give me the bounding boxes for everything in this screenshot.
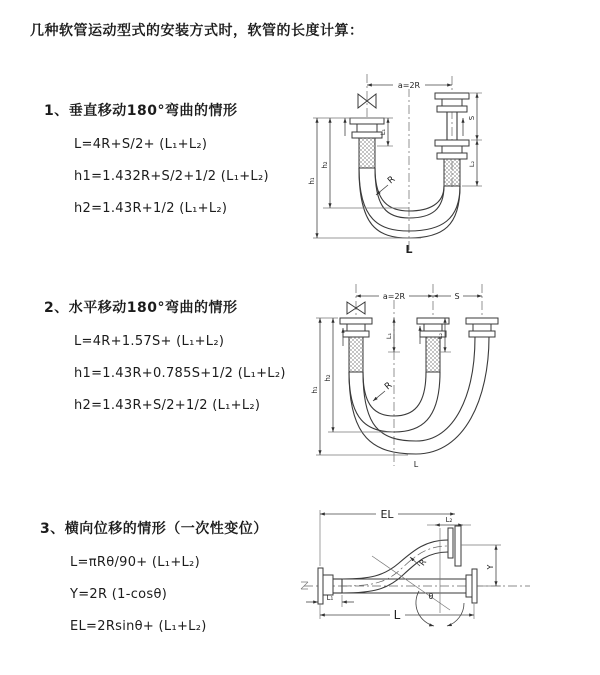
right-flange-fitting (466, 318, 498, 337)
dimension-h1 (308, 118, 317, 238)
formula-line: h1=1.43R+0.785S+1/2 (L₁+L₂) (74, 366, 286, 381)
formula-line: L=πRθ/90+ (L₁+L₂) (70, 555, 200, 570)
section-2 (44, 297, 344, 413)
label-h1: h₁ (311, 386, 319, 394)
dimension-l1 (306, 594, 354, 607)
label-s: S (468, 115, 476, 121)
label-l: L (393, 608, 401, 622)
label-r: R (383, 380, 395, 393)
dimension-h2 (324, 318, 333, 432)
section-3 (40, 518, 340, 634)
dimension-l2 (427, 516, 471, 525)
dimension-s (433, 290, 482, 301)
label-r: R (417, 557, 429, 568)
radius-leader (376, 175, 397, 195)
section-1 (44, 100, 344, 216)
label-r: R (386, 174, 398, 187)
label-l1: L₁ (385, 332, 393, 340)
label-s: S (454, 292, 460, 301)
label-l2: L₂ (468, 160, 476, 168)
label-l2: L₂ (436, 332, 444, 340)
formula-line: Y=2R (1-cosθ) (70, 587, 168, 602)
right-flange-fitting (435, 93, 469, 186)
diagram-vertical-180-bend (303, 68, 563, 268)
displaced-hose (342, 526, 461, 593)
label-l2: L₂ (445, 516, 453, 524)
page-title: 几种软管运动型式的安装方式时，软管的长度计算： (30, 23, 364, 39)
label-a2r: a=2R (397, 81, 421, 90)
label-h1: h₁ (308, 177, 316, 185)
formula-line: h2=1.43R+S/2+1/2 (L₁+L₂) (74, 398, 261, 413)
dimension-h1 (311, 318, 320, 455)
dimension-s (468, 93, 477, 140)
formula-line: L=4R+1.57S+ (L₁+L₂) (74, 334, 225, 349)
middle-flange-fitting (417, 318, 449, 372)
label-h2: h₂ (321, 161, 329, 169)
formula-line: L=4R+S/2+ (L₁+L₂) (74, 137, 208, 152)
section-3-heading: 3、横向位移的情形（一次性变位） (40, 521, 268, 537)
formula-line: EL=2Rsinθ+ (L₁+L₂) (70, 619, 207, 634)
label-h2: h₂ (324, 374, 332, 382)
radius-leader (373, 381, 394, 401)
section-2-heading: 2、水平移动180°弯曲的情形 (44, 300, 238, 316)
label-y: Y (486, 564, 495, 570)
formula-line: h1=1.432R+S/2+1/2 (L₁+L₂) (74, 169, 269, 184)
dimension-a2r (367, 79, 452, 90)
diagram-horizontal-180-bend (303, 278, 578, 478)
label-l: L (405, 243, 413, 256)
dimension-l (320, 604, 474, 622)
centerline-z-mark (301, 582, 308, 589)
centerlines (356, 284, 482, 466)
section-1-heading: 1、垂直移动180°弯曲的情形 (44, 103, 238, 119)
label-a2r: a=2R (382, 292, 406, 301)
dimension-el (320, 507, 455, 566)
dimension-a2r (356, 290, 433, 301)
centerlines (367, 74, 452, 250)
hose-u-arcs (349, 337, 489, 454)
label-el: EL (380, 508, 394, 521)
label-l1: L₁ (326, 594, 334, 602)
diagram-lateral-displacement (298, 498, 598, 633)
label-l: L (413, 460, 419, 469)
dimension-h2 (321, 118, 330, 208)
formula-line: h2=1.43R+1/2 (L₁+L₂) (74, 201, 228, 216)
left-flange-fitting (350, 118, 384, 168)
dimension-l2 (468, 140, 477, 186)
label-theta: θ (428, 592, 434, 601)
label-l1: L₁ (379, 128, 387, 136)
left-flange-fitting (340, 318, 372, 372)
dimension-l1 (385, 318, 394, 352)
